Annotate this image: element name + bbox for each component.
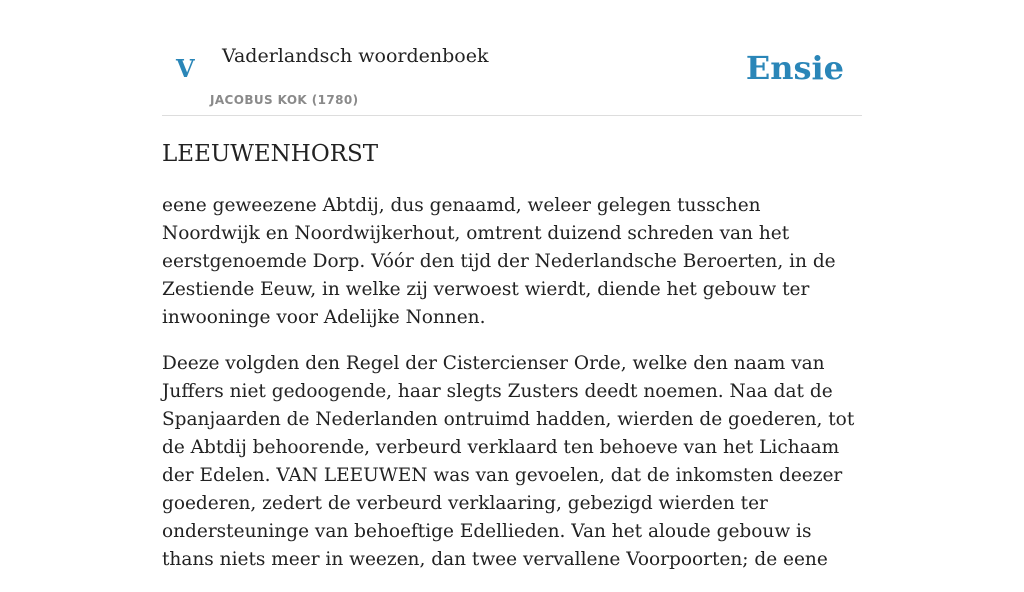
book-author: JACOBUS KOK (1780): [210, 93, 359, 107]
entry-title: LEEUWENHORST: [162, 141, 379, 167]
entry-paragraph: eene geweezene Abtdij, dus genaamd, weleer gelegen tusschen Noordwijk en Noordwijkerhout, omtrent duizend schreden van het eerstgenoemde Dorp. Vóór den tijd der Nederlandsche Beroerten, in de Zestiende Eeuw, in welke zij verwoest wierdt, diende het gebouw ter inwooninge voor Adelijke Nonnen.: [162, 195, 836, 328]
dictionary-header: [162, 0, 862, 116]
entry-paragraph: Deeze volgden den Regel der Cistercienser Orde, welke den naam van Juffers niet gedoogende, haar slegts Zusters deedt noemen. Naa dat de Spanjaarden de Nederlanden ontruimd hadden, wierden de goederen, tot de Abtdij behoorende, verbeurd verklaard ten behoeve van het Lichaam der Edelen. VAN LEEUWEN was van gevoelen, dat de inkomsten deezer goederen, zedert de verbeurd verklaaring, gebezigd wierden ter ondersteuninge van behoeftige Edellieden. Van het aloude gebouw is thans niets meer in weezen, dan twee vervallene Voorpoorten; de eene: [162, 353, 855, 570]
article-page: [162, 0, 862, 570]
letter-index-link[interactable]: V: [176, 54, 195, 83]
ensie-logo[interactable]: Ensie: [745, 49, 844, 87]
entry-body: [162, 192, 862, 592]
book-title-link[interactable]: Vaderlandsch woordenboek: [222, 45, 489, 67]
